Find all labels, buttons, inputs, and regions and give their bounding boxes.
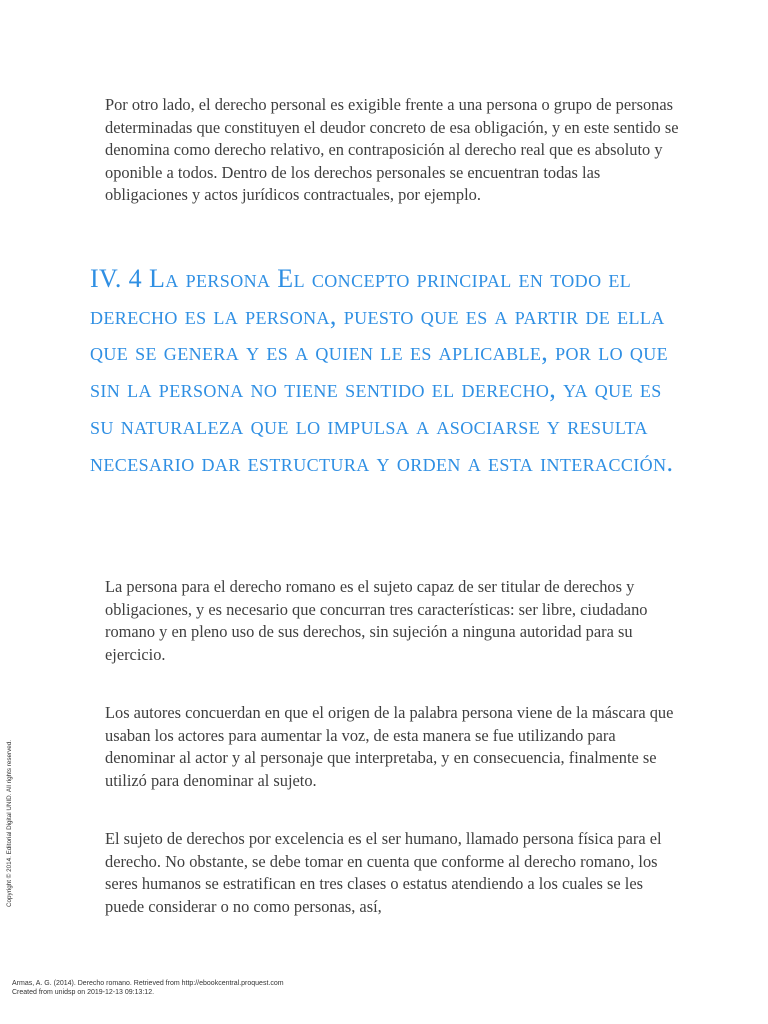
copyright-notice: Copyright © 2014. Editorial Digital UNID. All rights reserved. — [6, 739, 13, 907]
section-heading-text: La persona El concepto principal en todo el derecho es la persona, puesto que es a partir de ella que se genera y es a quien le es aplicable, por lo que sin la persona no tiene sentido el derecho, ya que es su naturaleza que lo impulsa a asociarse y resulta necesario dar estructura y orden a esta interacción. — [90, 264, 674, 477]
paragraph-origen-palabra: Los autores concuerdan en que el origen de la palabra persona viene de la máscara que usaban los actores para aumentar la voz, de esta manera se fue utilizando para denominar al actor y al personaje que interpretaba, y en consecuencia, finalmente se utilizó para denominar al sujeto. — [105, 703, 674, 790]
section-heading — [90, 261, 680, 481]
citation-footer — [12, 979, 284, 997]
paragraph-derecho-personal: Por otro lado, el derecho personal es exigible frente a una persona o grupo de personas determinadas que constituyen el deudor concreto de esa obligación, y en este sentido se denomina como derecho relativo, en contraposición al derecho real que es absoluto y oponible a todos. Dentro de los derechos personales se encuentran todas las obligaciones y actos jurídicos contractuales, por ejemplo. — [105, 95, 679, 204]
created-line: Created from unidsp on 2019-12-13 09:13:12. — [12, 989, 155, 996]
paragraph-sujeto-derechos: El sujeto de derechos por excelencia es el ser humano, llamado persona física para el derecho. No obstante, se debe tomar en cuenta que conforme al derecho romano, los seres humanos se estratifican en tres clases o estatus atendiendo a los cuales se les puede considerar o no como personas, así, — [105, 829, 662, 916]
section-number: IV. 4 — [90, 264, 143, 293]
citation-line: Armas, A. G. (2014). Derecho romano. Retrieved from http://ebookcentral.proquest.com — [12, 980, 284, 987]
paragraph-persona-definicion: La persona para el derecho romano es el sujeto capaz de ser titular de derechos y obligaciones, y es necesario que concurran tres características: ser libre, ciudadano romano y en pleno uso de sus derechos, sin sujeción a ninguna autoridad para su ejercicio. — [105, 577, 648, 664]
